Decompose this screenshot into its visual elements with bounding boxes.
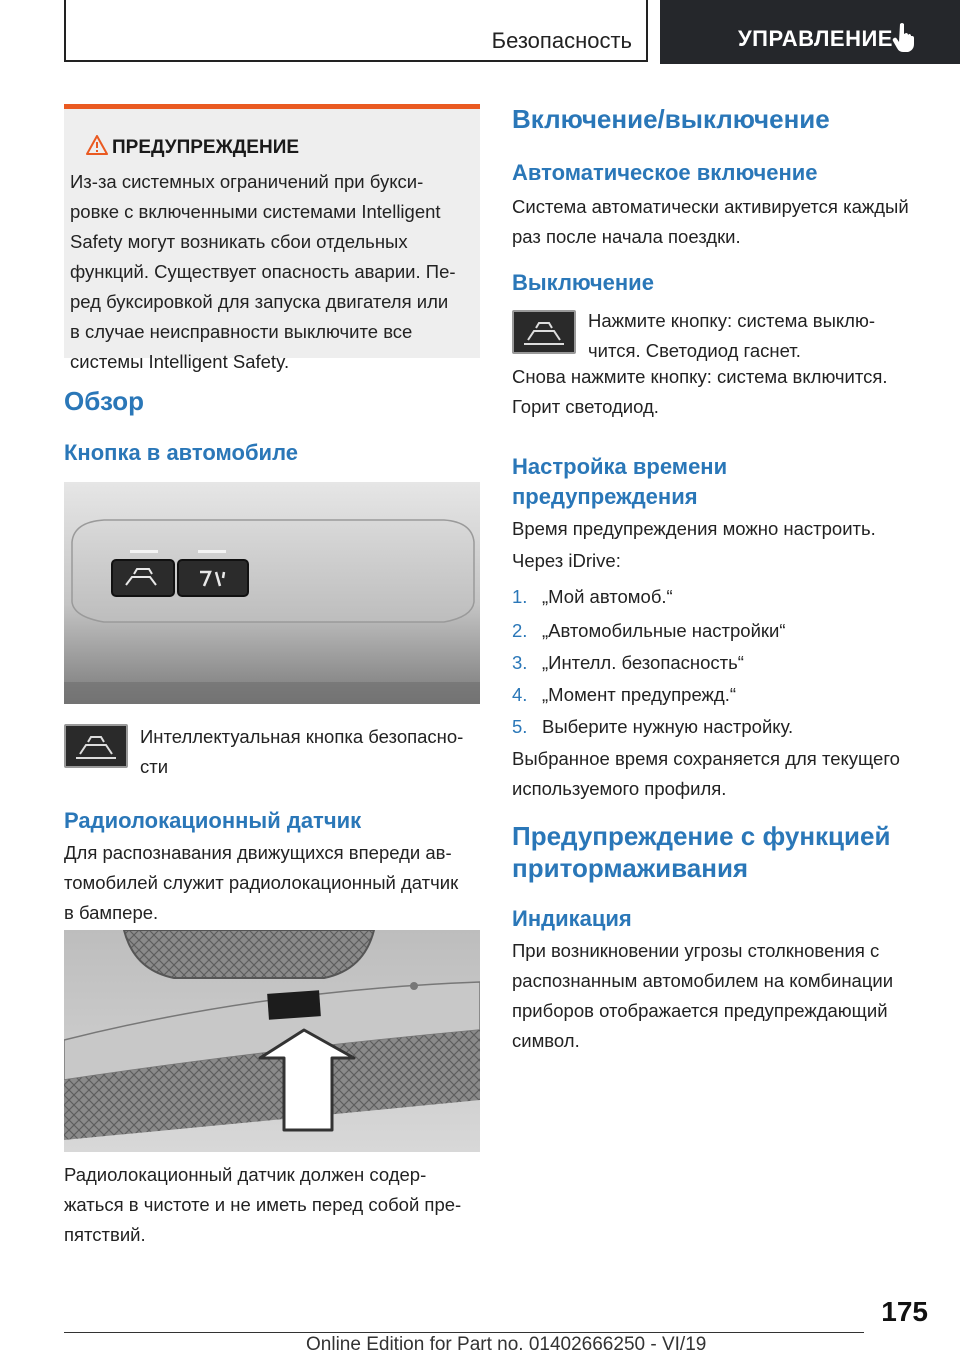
button-caption: Интеллектуальная кнопка безопасно- сти xyxy=(140,726,464,777)
header-section-box xyxy=(64,0,648,62)
step-number: 1. xyxy=(512,586,528,607)
radar-caption: Радиолокационный датчик должен содер- жаться в чистоте и не иметь перед собой пре- пятствий. xyxy=(64,1164,462,1245)
step-number: 5. xyxy=(512,716,528,737)
page-number: 175 xyxy=(881,1296,928,1327)
step-number: 3. xyxy=(512,652,528,673)
onoff-heading: Включение/выключение xyxy=(512,104,830,134)
off-heading: Выключение xyxy=(512,270,654,295)
warning-title: ПРЕДУПРЕЖДЕНИЕ xyxy=(112,137,300,158)
warning-triangle-icon xyxy=(86,135,108,160)
indication-text: При возникновении угрозы столкновения с распознанным автомобилем на комбинации приборов отображается предупреждающий символ. xyxy=(512,940,894,1051)
chapter-title: УПРАВЛЕНИЕ xyxy=(738,26,893,51)
step-number: 4. xyxy=(512,684,528,705)
footer-divider xyxy=(64,1332,864,1333)
step-text: Выберите нужную настройку. xyxy=(542,716,794,737)
button-photo xyxy=(64,482,480,704)
hand-pointer-icon xyxy=(892,22,916,57)
radar-text: Для распознавания движущихся впереди ав- томобилей служит радиолокационный датчик в бампере. xyxy=(64,842,459,923)
brake-heading: Предупреждение с функцией притормаживания xyxy=(512,821,891,883)
step-text: „Момент предупрежд.“ xyxy=(542,684,736,705)
off-icon-text: Нажмите кнопку: система выклю- чится. Светодиод гаснет. xyxy=(588,310,876,361)
via-text: Через iDrive: xyxy=(512,550,621,571)
auto-heading: Автоматическое включение xyxy=(512,160,818,185)
safety-button-icon xyxy=(64,724,128,768)
off-text: Снова нажмите кнопку: система включится. Горит светодиод. xyxy=(512,366,888,417)
bumper-photo xyxy=(64,930,480,1152)
step-text: „Мой автомоб.“ xyxy=(542,586,673,607)
section-title: Безопасность xyxy=(491,28,632,53)
safety-button-icon-2 xyxy=(512,310,576,354)
auto-text: Система автоматически активируется каждый раз после начала поездки. xyxy=(512,196,909,247)
warning-text: Из-за системных ограничений при букси- ровке с включенными системами Intelligent Safety могут возникать сбои отдельных функций. Существует опасность аварии. Пе- ред буксировкой для запуска двигателя или в случае неисправности выключите все системы Intelligent Safety. xyxy=(70,171,456,372)
time-text: Время предупреждения можно настроить. xyxy=(512,518,876,539)
edition-info: Online Edition for Part no. 01402666250 - VI/19 xyxy=(306,1334,707,1355)
button-heading: Кнопка в автомобиле xyxy=(64,440,298,465)
time-heading: Настройка времени предупреждения xyxy=(512,454,728,509)
saved-text: Выбранное время сохраняется для текущего используемого профиля. xyxy=(512,748,900,799)
radar-heading: Радиолокационный датчик xyxy=(64,808,362,833)
header-chapter-tab[interactable] xyxy=(660,0,960,64)
overview-heading: Обзор xyxy=(64,386,144,416)
step-number: 2. xyxy=(512,620,528,641)
step-text: „Интелл. безопасность“ xyxy=(542,652,744,673)
indication-heading: Индикация xyxy=(512,906,632,931)
warning-box xyxy=(64,104,480,372)
step-text: „Автомобильные настройки“ xyxy=(542,620,786,641)
